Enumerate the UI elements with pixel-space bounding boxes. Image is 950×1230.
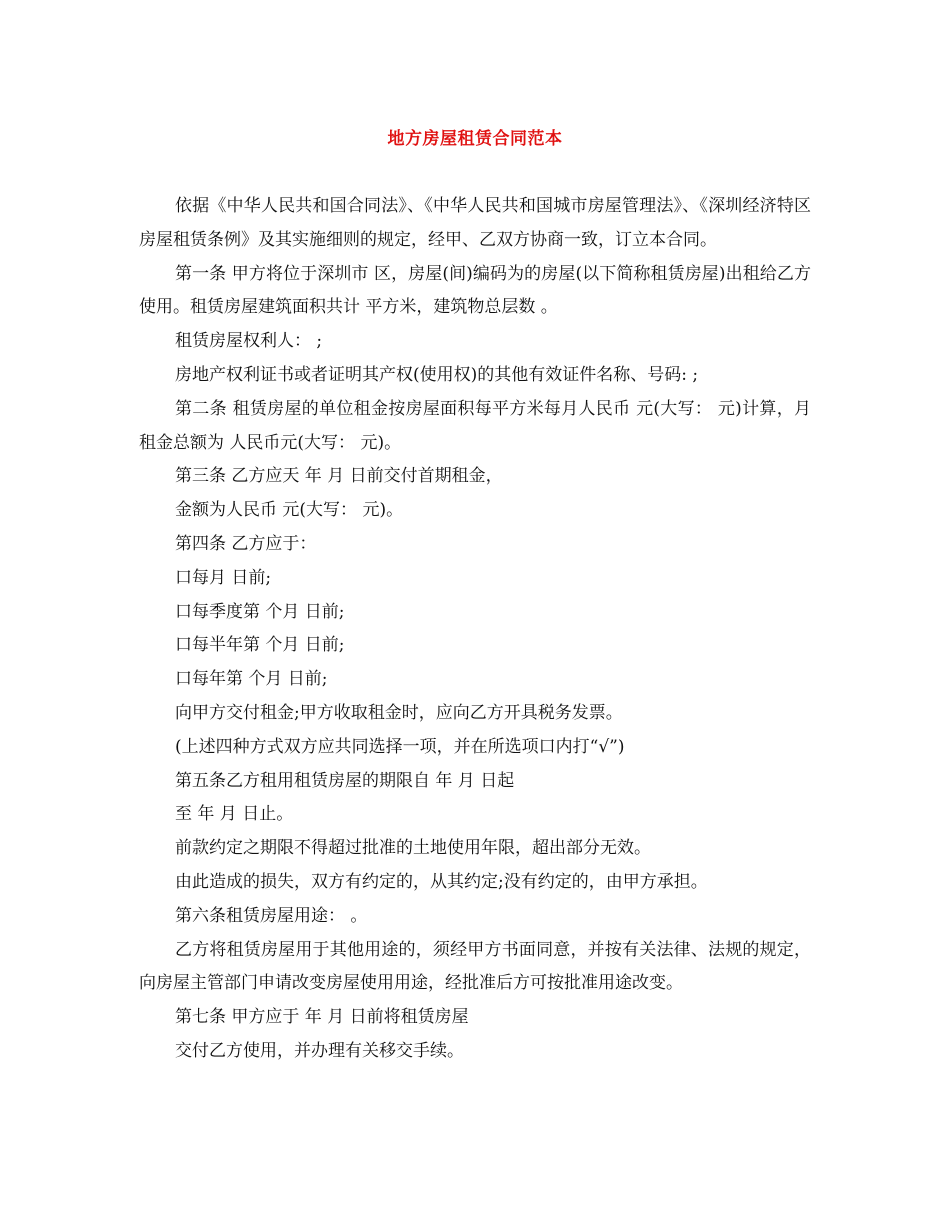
paragraph-amount: 金额为人民币 元(大写： 元)。: [175, 500, 404, 521]
paragraph-term-limit: 前款约定之期限不得超过批准的土地使用年限，超出部分无效。: [175, 838, 651, 859]
document-body: [139, 190, 811, 1069]
paragraph-article-5: 第五条乙方租用租赁房屋的期限自 年 月 日起: [175, 770, 515, 791]
paragraph-option-yearly: 口每年第 个月 日前;: [175, 669, 328, 690]
paragraph-option-half-year: 口每半年第 个月 日前;: [175, 635, 345, 656]
paragraph-preamble: 依据《中华人民共和国合同法》、《中华人民共和国城市房屋管理法》、《深圳经济特区房屋租赁条例》及其实施细则的规定，经甲、乙双方协商一致，订立本合同。: [139, 196, 811, 250]
paragraph-loss: 由此造成的损失，双方有约定的，从其约定;没有约定的，由甲方承担。: [175, 871, 708, 892]
paragraph-term-end: 至 年 月 日止。: [175, 804, 294, 825]
paragraph-option-monthly: 口每月 日前;: [175, 567, 272, 588]
paragraph-article-6: 第六条租赁房屋用途： 。: [175, 905, 368, 926]
document-title: 地方房屋租赁合同范本: [387, 129, 563, 149]
paragraph-option-note: (上述四种方式双方应共同选择一项，并在所选项口内打“√”): [175, 736, 625, 757]
paragraph-article-7: 第七条 甲方应于 年 月 日前将租赁房屋: [175, 1007, 469, 1028]
paragraph-usage-change: 乙方将租赁房屋用于其他用途的，须经甲方书面同意，并按有关法律、法规的规定，向房屋主管部门申请改变房屋使用用途，经批准后方可按批准用途改变。: [139, 939, 811, 994]
paragraph-article-3: 第三条 乙方应天 年 月 日前交付首期租金，: [175, 466, 503, 487]
paragraph-certificate: 房地产权利证书或者证明其产权(使用权)的其他有效证件名称、号码: ;: [175, 364, 699, 385]
paragraph-article-2: 第二条 租赁房屋的单位租金按房屋面积每平方米每月人民币 元(大写： 元)计算，月租金总额为 人民币元(大写： 元)。: [139, 398, 811, 453]
paragraph-article-1: 第一条 甲方将位于深圳市 区，房屋(间)编码为的房屋(以下简称租赁房屋)出租给乙方使用。租赁房屋建筑面积共计 平方米，建筑物总层数 。: [139, 263, 811, 318]
paragraph-rights-holder: 租赁房屋权利人： ;: [175, 331, 323, 352]
paragraph-handover: 交付乙方使用，并办理有关移交手续。: [175, 1040, 464, 1061]
paragraph-payment-invoice: 向甲方交付租金;甲方收取租金时，应向乙方开具税务发票。: [175, 702, 623, 723]
paragraph-option-quarterly: 口每季度第 个月 日前;: [175, 601, 345, 622]
paragraph-article-4: 第四条 乙方应于：: [175, 533, 317, 554]
